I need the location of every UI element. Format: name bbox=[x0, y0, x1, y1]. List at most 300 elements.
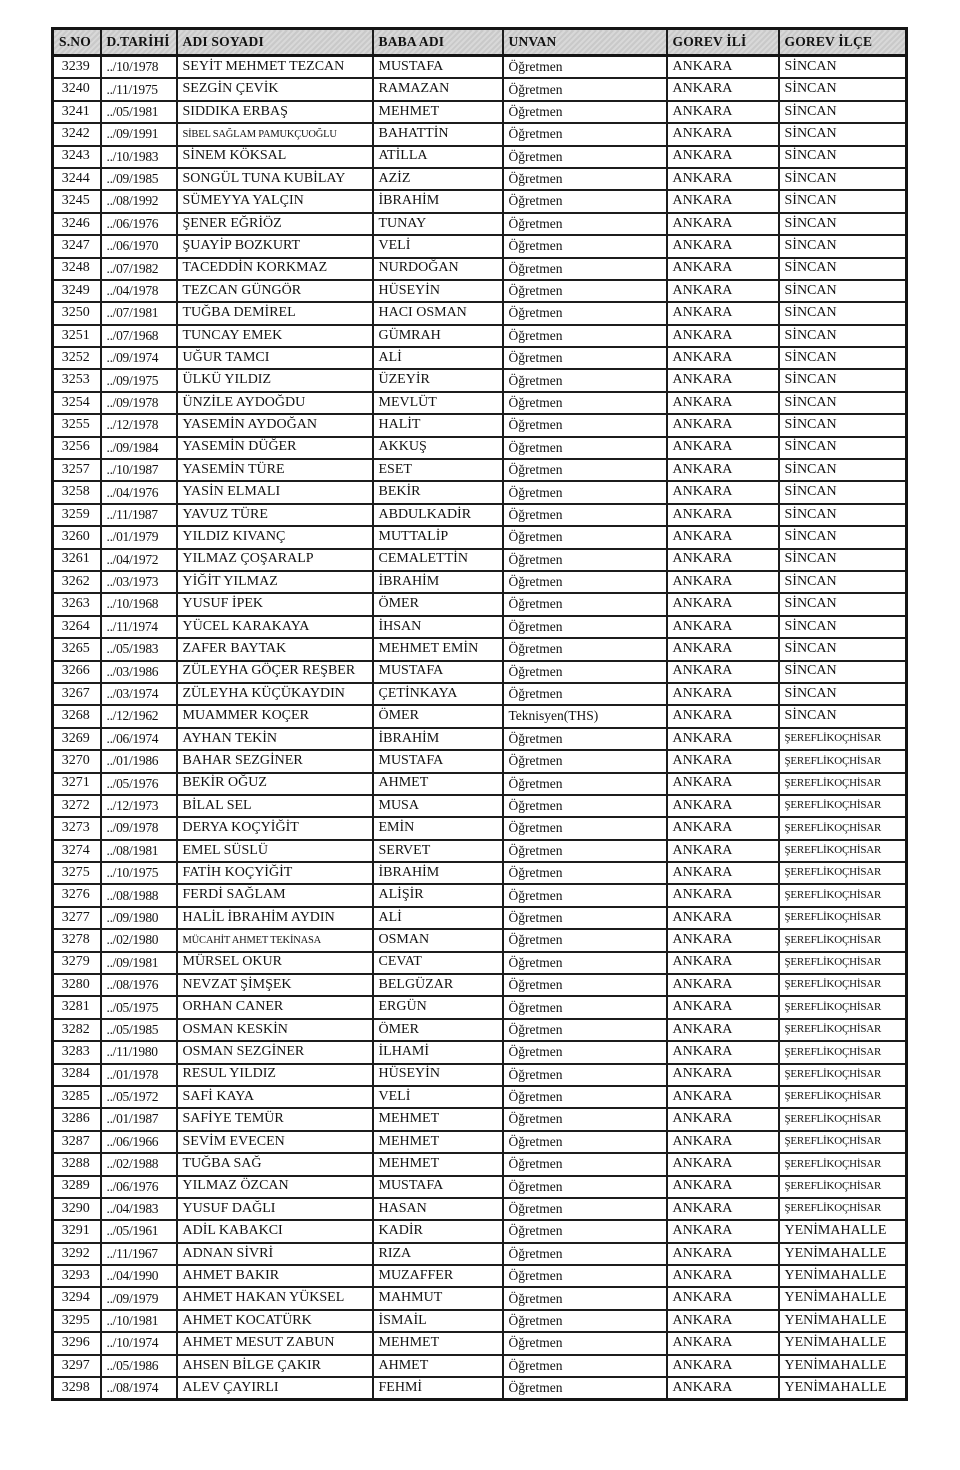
cell-baba-adi: MUSA bbox=[373, 795, 503, 817]
cell-gorev-ilce: SİNCAN bbox=[779, 280, 907, 302]
cell-unvan: Öğretmen bbox=[503, 213, 667, 235]
cell-sno: 3260 bbox=[53, 526, 101, 548]
cell-dtarihi: ../08/1992 bbox=[101, 190, 177, 212]
cell-sno: 3292 bbox=[53, 1243, 101, 1265]
cell-unvan: Öğretmen bbox=[503, 78, 667, 100]
table-row bbox=[53, 1198, 907, 1220]
cell-dtarihi: ../06/1966 bbox=[101, 1131, 177, 1153]
cell-baba-adi: İSMAİL bbox=[373, 1310, 503, 1332]
cell-gorev-ilce: ŞEREFLİKOÇHİSAR bbox=[779, 728, 907, 750]
cell-dtarihi: ../09/1984 bbox=[101, 437, 177, 459]
cell-adi-soyadi: BİLAL SEL bbox=[177, 795, 373, 817]
cell-sno: 3280 bbox=[53, 974, 101, 996]
table-row bbox=[53, 1153, 907, 1175]
cell-sno: 3297 bbox=[53, 1355, 101, 1377]
cell-dtarihi: ../10/1981 bbox=[101, 1310, 177, 1332]
cell-dtarihi: ../06/1970 bbox=[101, 235, 177, 257]
cell-baba-adi: RIZA bbox=[373, 1243, 503, 1265]
cell-baba-adi: FEHMİ bbox=[373, 1377, 503, 1400]
cell-unvan: Öğretmen bbox=[503, 638, 667, 660]
cell-dtarihi: ../03/1973 bbox=[101, 571, 177, 593]
cell-dtarihi: ../05/1985 bbox=[101, 1019, 177, 1041]
cell-dtarihi: ../01/1979 bbox=[101, 526, 177, 548]
cell-gorev-ilce: SİNCAN bbox=[779, 526, 907, 548]
cell-baba-adi: AKKUŞ bbox=[373, 437, 503, 459]
cell-adi-soyadi: BEKİR OĞUZ bbox=[177, 773, 373, 795]
table-row bbox=[53, 907, 907, 929]
cell-gorev-ilce: SİNCAN bbox=[779, 549, 907, 571]
cell-unvan: Öğretmen bbox=[503, 325, 667, 347]
cell-baba-adi: GÜMRAH bbox=[373, 325, 503, 347]
cell-dtarihi: ../09/1979 bbox=[101, 1287, 177, 1309]
cell-gorev-ili: ANKARA bbox=[667, 1265, 779, 1287]
cell-gorev-ili: ANKARA bbox=[667, 123, 779, 145]
cell-dtarihi: ../12/1962 bbox=[101, 705, 177, 727]
cell-gorev-ili: ANKARA bbox=[667, 190, 779, 212]
table-row bbox=[53, 369, 907, 391]
cell-unvan: Öğretmen bbox=[503, 1310, 667, 1332]
cell-gorev-ilce: SİNCAN bbox=[779, 56, 907, 79]
cell-unvan: Öğretmen bbox=[503, 1198, 667, 1220]
cell-gorev-ili: ANKARA bbox=[667, 728, 779, 750]
cell-dtarihi: ../11/1975 bbox=[101, 78, 177, 100]
cell-gorev-ilce: SİNCAN bbox=[779, 661, 907, 683]
cell-gorev-ilce: YENİMAHALLE bbox=[779, 1310, 907, 1332]
cell-gorev-ili: ANKARA bbox=[667, 168, 779, 190]
table-row bbox=[53, 862, 907, 884]
cell-adi-soyadi: YILMAZ ÖZCAN bbox=[177, 1176, 373, 1198]
cell-baba-adi: İHSAN bbox=[373, 616, 503, 638]
table-row bbox=[53, 661, 907, 683]
cell-gorev-ili: ANKARA bbox=[667, 593, 779, 615]
cell-baba-adi: NURDOĞAN bbox=[373, 258, 503, 280]
table-row bbox=[53, 1355, 907, 1377]
cell-adi-soyadi: MUAMMER KOÇER bbox=[177, 705, 373, 727]
cell-sno: 3259 bbox=[53, 504, 101, 526]
table-row bbox=[53, 952, 907, 974]
cell-baba-adi: ABDULKADİR bbox=[373, 504, 503, 526]
cell-unvan: Öğretmen bbox=[503, 884, 667, 906]
table-row bbox=[53, 1377, 907, 1400]
cell-adi-soyadi: AHMET MESUT ZABUN bbox=[177, 1332, 373, 1354]
cell-sno: 3294 bbox=[53, 1287, 101, 1309]
cell-dtarihi: ../10/1975 bbox=[101, 862, 177, 884]
cell-adi-soyadi: OSMAN KESKİN bbox=[177, 1019, 373, 1041]
cell-dtarihi: ../01/1987 bbox=[101, 1108, 177, 1130]
cell-unvan: Öğretmen bbox=[503, 549, 667, 571]
cell-adi-soyadi: SİBEL SAĞLAM PAMUKÇUOĞLU bbox=[177, 123, 373, 145]
cell-sno: 3252 bbox=[53, 347, 101, 369]
cell-sno: 3276 bbox=[53, 884, 101, 906]
cell-gorev-ili: ANKARA bbox=[667, 414, 779, 436]
cell-dtarihi: ../01/1986 bbox=[101, 750, 177, 772]
cell-unvan: Öğretmen bbox=[503, 661, 667, 683]
cell-unvan: Öğretmen bbox=[503, 437, 667, 459]
cell-gorev-ilce: ŞEREFLİKOÇHİSAR bbox=[779, 952, 907, 974]
table-row bbox=[53, 437, 907, 459]
cell-gorev-ilce: SİNCAN bbox=[779, 459, 907, 481]
table-row bbox=[53, 616, 907, 638]
cell-gorev-ili: ANKARA bbox=[667, 78, 779, 100]
cell-dtarihi: ../11/1987 bbox=[101, 504, 177, 526]
cell-adi-soyadi: YAVUZ TÜRE bbox=[177, 504, 373, 526]
table-row bbox=[53, 101, 907, 123]
cell-gorev-ilce: ŞEREFLİKOÇHİSAR bbox=[779, 1086, 907, 1108]
cell-sno: 3283 bbox=[53, 1041, 101, 1063]
cell-dtarihi: ../05/1975 bbox=[101, 996, 177, 1018]
cell-adi-soyadi: SEYİT MEHMET TEZCAN bbox=[177, 56, 373, 79]
cell-gorev-ili: ANKARA bbox=[667, 773, 779, 795]
cell-sno: 3275 bbox=[53, 862, 101, 884]
cell-adi-soyadi: ADNAN SİVRİ bbox=[177, 1243, 373, 1265]
cell-unvan: Öğretmen bbox=[503, 101, 667, 123]
cell-gorev-ilce: ŞEREFLİKOÇHİSAR bbox=[779, 817, 907, 839]
cell-baba-adi: BELGÜZAR bbox=[373, 974, 503, 996]
cell-dtarihi: ../08/1974 bbox=[101, 1377, 177, 1400]
cell-baba-adi: SERVET bbox=[373, 840, 503, 862]
cell-baba-adi: ÖMER bbox=[373, 1019, 503, 1041]
cell-adi-soyadi: SEVİM EVECEN bbox=[177, 1131, 373, 1153]
cell-sno: 3286 bbox=[53, 1108, 101, 1130]
cell-adi-soyadi: FERDİ SAĞLAM bbox=[177, 884, 373, 906]
cell-dtarihi: ../11/1974 bbox=[101, 616, 177, 638]
table-row bbox=[53, 302, 907, 324]
cell-sno: 3272 bbox=[53, 795, 101, 817]
cell-dtarihi: ../09/1975 bbox=[101, 369, 177, 391]
cell-gorev-ilce: YENİMAHALLE bbox=[779, 1287, 907, 1309]
table-row bbox=[53, 459, 907, 481]
cell-sno: 3267 bbox=[53, 683, 101, 705]
cell-adi-soyadi: ÜNZİLE AYDOĞDU bbox=[177, 392, 373, 414]
cell-baba-adi: AHMET bbox=[373, 1355, 503, 1377]
table-row bbox=[53, 974, 907, 996]
cell-unvan: Öğretmen bbox=[503, 235, 667, 257]
cell-adi-soyadi: SİNEM KÖKSAL bbox=[177, 146, 373, 168]
cell-unvan: Öğretmen bbox=[503, 1332, 667, 1354]
cell-unvan: Öğretmen bbox=[503, 1287, 667, 1309]
cell-unvan: Öğretmen bbox=[503, 190, 667, 212]
cell-sno: 3256 bbox=[53, 437, 101, 459]
cell-unvan: Öğretmen bbox=[503, 593, 667, 615]
table-row bbox=[53, 638, 907, 660]
cell-dtarihi: ../06/1976 bbox=[101, 213, 177, 235]
cell-gorev-ili: ANKARA bbox=[667, 705, 779, 727]
cell-gorev-ilce: YENİMAHALLE bbox=[779, 1377, 907, 1400]
cell-adi-soyadi: RESUL YILDIZ bbox=[177, 1064, 373, 1086]
cell-baba-adi: İBRAHİM bbox=[373, 728, 503, 750]
cell-gorev-ilce: ŞEREFLİKOÇHİSAR bbox=[779, 795, 907, 817]
cell-unvan: Öğretmen bbox=[503, 369, 667, 391]
cell-gorev-ili: ANKARA bbox=[667, 526, 779, 548]
cell-gorev-ili: ANKARA bbox=[667, 369, 779, 391]
column-header-gorev-ilce: GOREV İLÇE bbox=[779, 29, 907, 56]
cell-unvan: Öğretmen bbox=[503, 146, 667, 168]
table-row bbox=[53, 1243, 907, 1265]
cell-gorev-ili: ANKARA bbox=[667, 571, 779, 593]
cell-gorev-ili: ANKARA bbox=[667, 1198, 779, 1220]
cell-gorev-ilce: SİNCAN bbox=[779, 504, 907, 526]
cell-adi-soyadi: YUSUF DAĞLI bbox=[177, 1198, 373, 1220]
cell-gorev-ilce: YENİMAHALLE bbox=[779, 1220, 907, 1242]
cell-sno: 3263 bbox=[53, 593, 101, 615]
cell-dtarihi: ../10/1968 bbox=[101, 593, 177, 615]
cell-sno: 3254 bbox=[53, 392, 101, 414]
cell-sno: 3251 bbox=[53, 325, 101, 347]
cell-sno: 3248 bbox=[53, 258, 101, 280]
table-row bbox=[53, 504, 907, 526]
cell-gorev-ili: ANKARA bbox=[667, 1131, 779, 1153]
table-row bbox=[53, 773, 907, 795]
cell-gorev-ili: ANKARA bbox=[667, 974, 779, 996]
table-row bbox=[53, 996, 907, 1018]
cell-sno: 3295 bbox=[53, 1310, 101, 1332]
cell-unvan: Öğretmen bbox=[503, 1176, 667, 1198]
cell-baba-adi: BEKİR bbox=[373, 481, 503, 503]
cell-gorev-ilce: ŞEREFLİKOÇHİSAR bbox=[779, 974, 907, 996]
cell-gorev-ili: ANKARA bbox=[667, 1176, 779, 1198]
cell-baba-adi: MUSTAFA bbox=[373, 1176, 503, 1198]
cell-baba-adi: ALİ bbox=[373, 347, 503, 369]
cell-unvan: Öğretmen bbox=[503, 616, 667, 638]
cell-gorev-ili: ANKARA bbox=[667, 996, 779, 1018]
cell-adi-soyadi: SEZGİN ÇEVİK bbox=[177, 78, 373, 100]
cell-baba-adi: VELİ bbox=[373, 1086, 503, 1108]
cell-gorev-ili: ANKARA bbox=[667, 1310, 779, 1332]
table-row bbox=[53, 1041, 907, 1063]
cell-adi-soyadi: SONGÜL TUNA KUBİLAY bbox=[177, 168, 373, 190]
cell-gorev-ili: ANKARA bbox=[667, 347, 779, 369]
cell-sno: 3270 bbox=[53, 750, 101, 772]
cell-sno: 3271 bbox=[53, 773, 101, 795]
cell-dtarihi: ../10/1987 bbox=[101, 459, 177, 481]
cell-gorev-ili: ANKARA bbox=[667, 1355, 779, 1377]
cell-gorev-ili: ANKARA bbox=[667, 437, 779, 459]
cell-unvan: Öğretmen bbox=[503, 571, 667, 593]
cell-dtarihi: ../10/1983 bbox=[101, 146, 177, 168]
table-row bbox=[53, 1220, 907, 1242]
table-row bbox=[53, 1064, 907, 1086]
cell-unvan: Öğretmen bbox=[503, 1153, 667, 1175]
cell-baba-adi: ALİŞİR bbox=[373, 884, 503, 906]
cell-dtarihi: ../10/1978 bbox=[101, 56, 177, 79]
cell-adi-soyadi: HALİL İBRAHİM AYDIN bbox=[177, 907, 373, 929]
cell-adi-soyadi: YILDIZ KIVANÇ bbox=[177, 526, 373, 548]
cell-baba-adi: MEHMET bbox=[373, 1153, 503, 1175]
cell-gorev-ili: ANKARA bbox=[667, 884, 779, 906]
table-row bbox=[53, 1287, 907, 1309]
cell-gorev-ili: ANKARA bbox=[667, 1064, 779, 1086]
cell-sno: 3266 bbox=[53, 661, 101, 683]
cell-baba-adi: ÖMER bbox=[373, 593, 503, 615]
cell-gorev-ili: ANKARA bbox=[667, 661, 779, 683]
table-row bbox=[53, 1265, 907, 1287]
cell-sno: 3242 bbox=[53, 123, 101, 145]
cell-dtarihi: ../07/1981 bbox=[101, 302, 177, 324]
cell-adi-soyadi: ADİL KABAKCI bbox=[177, 1220, 373, 1242]
cell-unvan: Öğretmen bbox=[503, 773, 667, 795]
table-row bbox=[53, 481, 907, 503]
cell-gorev-ilce: SİNCAN bbox=[779, 325, 907, 347]
cell-sno: 3278 bbox=[53, 929, 101, 951]
cell-baba-adi: MEHMET bbox=[373, 1108, 503, 1130]
cell-unvan: Öğretmen bbox=[503, 1086, 667, 1108]
cell-adi-soyadi: YÜCEL KARAKAYA bbox=[177, 616, 373, 638]
cell-adi-soyadi: SIDDIKA ERBAŞ bbox=[177, 101, 373, 123]
cell-unvan: Öğretmen bbox=[503, 795, 667, 817]
cell-baba-adi: İLHAMİ bbox=[373, 1041, 503, 1063]
table-row bbox=[53, 1019, 907, 1041]
cell-adi-soyadi: TUNCAY EMEK bbox=[177, 325, 373, 347]
cell-baba-adi: İBRAHİM bbox=[373, 571, 503, 593]
cell-unvan: Öğretmen bbox=[503, 414, 667, 436]
cell-baba-adi: MEHMET bbox=[373, 1332, 503, 1354]
cell-dtarihi: ../05/1986 bbox=[101, 1355, 177, 1377]
cell-adi-soyadi: AHMET BAKIR bbox=[177, 1265, 373, 1287]
cell-gorev-ili: ANKARA bbox=[667, 146, 779, 168]
cell-adi-soyadi: YASEMİN AYDOĞAN bbox=[177, 414, 373, 436]
cell-unvan: Öğretmen bbox=[503, 347, 667, 369]
cell-gorev-ili: ANKARA bbox=[667, 1153, 779, 1175]
table-row bbox=[53, 705, 907, 727]
cell-baba-adi: ÇETİNKAYA bbox=[373, 683, 503, 705]
cell-gorev-ilce: SİNCAN bbox=[779, 78, 907, 100]
cell-dtarihi: ../08/1988 bbox=[101, 884, 177, 906]
cell-gorev-ilce: SİNCAN bbox=[779, 369, 907, 391]
column-header-unvan: UNVAN bbox=[503, 29, 667, 56]
cell-gorev-ili: ANKARA bbox=[667, 56, 779, 79]
cell-sno: 3296 bbox=[53, 1332, 101, 1354]
cell-gorev-ilce: SİNCAN bbox=[779, 481, 907, 503]
cell-adi-soyadi: MÜCAHİT AHMET TEKİNASA bbox=[177, 929, 373, 951]
cell-dtarihi: ../04/1976 bbox=[101, 481, 177, 503]
cell-gorev-ili: ANKARA bbox=[667, 392, 779, 414]
cell-dtarihi: ../05/1981 bbox=[101, 101, 177, 123]
cell-unvan: Öğretmen bbox=[503, 481, 667, 503]
cell-dtarihi: ../03/1974 bbox=[101, 683, 177, 705]
cell-sno: 3282 bbox=[53, 1019, 101, 1041]
cell-adi-soyadi: AYHAN TEKİN bbox=[177, 728, 373, 750]
cell-gorev-ilce: SİNCAN bbox=[779, 414, 907, 436]
cell-gorev-ilce: ŞEREFLİKOÇHİSAR bbox=[779, 1041, 907, 1063]
cell-gorev-ilce: ŞEREFLİKOÇHİSAR bbox=[779, 907, 907, 929]
cell-gorev-ilce: SİNCAN bbox=[779, 146, 907, 168]
column-header-gorev-ili: GOREV İLİ bbox=[667, 29, 779, 56]
cell-sno: 3269 bbox=[53, 728, 101, 750]
cell-sno: 3284 bbox=[53, 1064, 101, 1086]
cell-sno: 3249 bbox=[53, 280, 101, 302]
cell-sno: 3291 bbox=[53, 1220, 101, 1242]
cell-gorev-ilce: SİNCAN bbox=[779, 593, 907, 615]
cell-gorev-ilce: ŞEREFLİKOÇHİSAR bbox=[779, 840, 907, 862]
cell-gorev-ilce: SİNCAN bbox=[779, 705, 907, 727]
cell-adi-soyadi: AHMET KOCATÜRK bbox=[177, 1310, 373, 1332]
cell-gorev-ilce: SİNCAN bbox=[779, 190, 907, 212]
cell-baba-adi: İBRAHİM bbox=[373, 862, 503, 884]
table-row bbox=[53, 1131, 907, 1153]
table-row bbox=[53, 795, 907, 817]
cell-baba-adi: ESET bbox=[373, 459, 503, 481]
cell-sno: 3247 bbox=[53, 235, 101, 257]
cell-unvan: Öğretmen bbox=[503, 302, 667, 324]
cell-gorev-ili: ANKARA bbox=[667, 750, 779, 772]
cell-baba-adi: MUSTAFA bbox=[373, 750, 503, 772]
table-row bbox=[53, 347, 907, 369]
cell-adi-soyadi: AHMET HAKAN YÜKSEL bbox=[177, 1287, 373, 1309]
cell-sno: 3244 bbox=[53, 168, 101, 190]
table-row bbox=[53, 168, 907, 190]
cell-adi-soyadi: YASİN ELMALI bbox=[177, 481, 373, 503]
cell-adi-soyadi: AHSEN BİLGE ÇAKIR bbox=[177, 1355, 373, 1377]
table-row bbox=[53, 414, 907, 436]
cell-unvan: Öğretmen bbox=[503, 459, 667, 481]
cell-sno: 3241 bbox=[53, 101, 101, 123]
cell-dtarihi: ../09/1978 bbox=[101, 817, 177, 839]
cell-adi-soyadi: YUSUF İPEK bbox=[177, 593, 373, 615]
cell-unvan: Öğretmen bbox=[503, 1131, 667, 1153]
cell-gorev-ili: ANKARA bbox=[667, 1108, 779, 1130]
cell-adi-soyadi: SAFİYE TEMÜR bbox=[177, 1108, 373, 1130]
table-row bbox=[53, 190, 907, 212]
cell-dtarihi: ../02/1980 bbox=[101, 929, 177, 951]
cell-baba-adi: HASAN bbox=[373, 1198, 503, 1220]
cell-sno: 3246 bbox=[53, 213, 101, 235]
cell-gorev-ilce: SİNCAN bbox=[779, 235, 907, 257]
cell-gorev-ilce: ŞEREFLİKOÇHİSAR bbox=[779, 1131, 907, 1153]
cell-dtarihi: ../09/1981 bbox=[101, 952, 177, 974]
cell-unvan: Öğretmen bbox=[503, 996, 667, 1018]
cell-unvan: Öğretmen bbox=[503, 862, 667, 884]
cell-unvan: Öğretmen bbox=[503, 907, 667, 929]
cell-sno: 3261 bbox=[53, 549, 101, 571]
cell-gorev-ili: ANKARA bbox=[667, 235, 779, 257]
cell-adi-soyadi: ZÜLEYHA GÖÇER REŞBER bbox=[177, 661, 373, 683]
cell-sno: 3281 bbox=[53, 996, 101, 1018]
cell-gorev-ilce: ŞEREFLİKOÇHİSAR bbox=[779, 1064, 907, 1086]
table-row bbox=[53, 593, 907, 615]
table-row bbox=[53, 840, 907, 862]
cell-dtarihi: ../07/1968 bbox=[101, 325, 177, 347]
cell-dtarihi: ../09/1991 bbox=[101, 123, 177, 145]
cell-gorev-ilce: SİNCAN bbox=[779, 123, 907, 145]
cell-baba-adi: İBRAHİM bbox=[373, 190, 503, 212]
cell-gorev-ilce: SİNCAN bbox=[779, 392, 907, 414]
table-row bbox=[53, 235, 907, 257]
cell-adi-soyadi: MÜRSEL OKUR bbox=[177, 952, 373, 974]
cell-sno: 3250 bbox=[53, 302, 101, 324]
cell-gorev-ili: ANKARA bbox=[667, 481, 779, 503]
cell-baba-adi: HACI OSMAN bbox=[373, 302, 503, 324]
cell-adi-soyadi: ZAFER BAYTAK bbox=[177, 638, 373, 660]
cell-dtarihi: ../04/1990 bbox=[101, 1265, 177, 1287]
table-row bbox=[53, 1332, 907, 1354]
cell-gorev-ili: ANKARA bbox=[667, 504, 779, 526]
cell-gorev-ili: ANKARA bbox=[667, 1220, 779, 1242]
cell-baba-adi: HÜSEYİN bbox=[373, 280, 503, 302]
cell-gorev-ili: ANKARA bbox=[667, 952, 779, 974]
table-row bbox=[53, 56, 907, 79]
cell-baba-adi: RAMAZAN bbox=[373, 78, 503, 100]
table-row bbox=[53, 549, 907, 571]
cell-unvan: Öğretmen bbox=[503, 683, 667, 705]
cell-sno: 3258 bbox=[53, 481, 101, 503]
cell-gorev-ili: ANKARA bbox=[667, 459, 779, 481]
cell-unvan: Öğretmen bbox=[503, 123, 667, 145]
cell-sno: 3243 bbox=[53, 146, 101, 168]
cell-dtarihi: ../10/1974 bbox=[101, 1332, 177, 1354]
cell-sno: 3279 bbox=[53, 952, 101, 974]
table-header-row bbox=[53, 29, 907, 56]
cell-unvan: Öğretmen bbox=[503, 1019, 667, 1041]
